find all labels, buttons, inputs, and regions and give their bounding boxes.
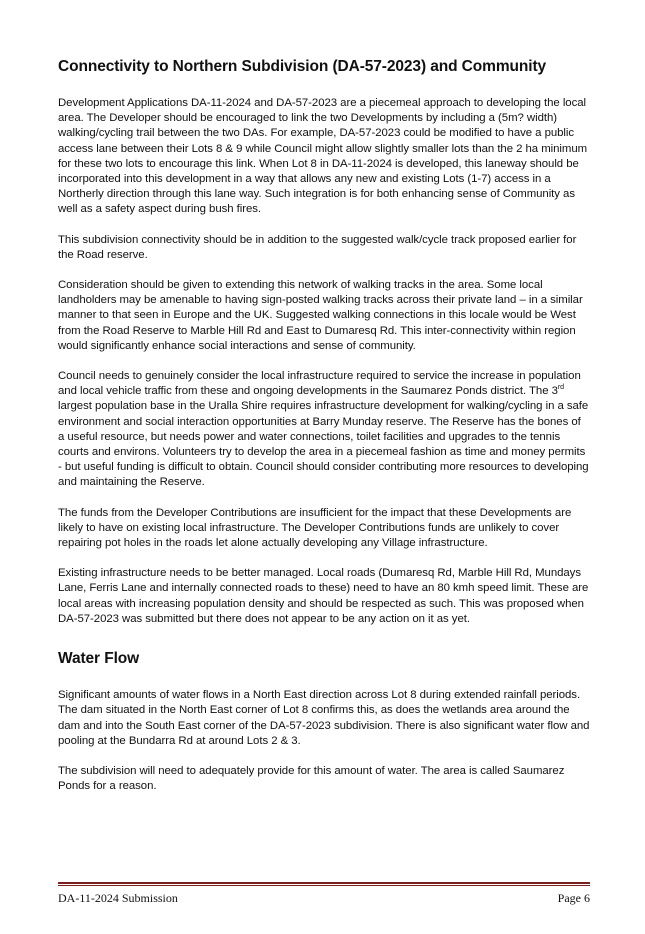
paragraph-local-infrastructure bbox=[58, 369, 590, 491]
infrastructure-text-start: Council needs to genuinely consider the local infrastructure required to service the increase in population and local vehicle traffic from these and ongoing developments in the Saumarez Ponds district. The 3 bbox=[58, 370, 581, 398]
section-heading-connectivity: Connectivity to Northern Subdivision (DA-57-2023) and Community bbox=[58, 58, 547, 75]
paragraph-development-applications: Development Applications DA-11-2024 and DA-57-2023 are a piecemeal approach to developing the local area. The Developer should be encouraged to link the two Developments by including a (5m? width) walking/cycling trail between the two DAs. For example, DA-57-2023 could be modified to have a public access lane between their Lots 8 & 9 while Council might allow slightly smaller lots than the 2 ha minimum for these two lots to encourage this link. When Lot 8 in DA-11-2024 is developed, this laneway should be incorporated into this development in a way that allows any new and existing Lots (1-7) access in a Northerly direction through this lane way. Such integration is for both enhancing sense of Community as well as a safety aspect during bush fires. bbox=[58, 97, 588, 216]
paragraph-developer-contributions: The funds from the Developer Contributions are insufficient for the impact that these Developments are likely to have on existing local infrastructure. The Developer Contributions funds are unlikely to cover repairing pot holes in the roads let alone actually developing any Village infrastructure. bbox=[58, 506, 572, 550]
infrastructure-text-end: largest population base in the Uralla Shire requires infrastructure development for walking/cycling in a safe environment and social interaction opportunities at Barry Munday reserve. The Reserve has the bones of a useful resource, but needs power and water connections, toilet facilities and upgrades to the tennis courts and environs. Volunteers try to develop the area in a piecemeal fashion as time and money permits - but useful funding is difficult to obtain. Council should consider contributing more resources to developing and maintaining the Reserve. bbox=[58, 400, 589, 489]
page-footer bbox=[58, 891, 590, 906]
paragraph-existing-infrastructure: Existing infrastructure needs to be better managed. Local roads (Dumaresq Rd, Marble Hill Rd, Mundays Lane, Ferris Lane and internally connected roads to these) need to have an 80 kmh speed limit. These are local areas with increasing population density and should be respected as such. This was proposed when DA-57-2023 was submitted but there does not appear to be any action on it as yet. bbox=[58, 567, 589, 625]
footer-divider bbox=[58, 882, 590, 886]
section-heading-water-flow: Water Flow bbox=[58, 650, 140, 668]
paragraph-subdivision-connectivity: This subdivision connectivity should be in addition to the suggested walk/cycle track proposed earlier for the Road reserve. bbox=[58, 233, 577, 261]
paragraph-water-provision: The subdivision will need to adequately provide for this amount of water. The area is called Saumarez Ponds for a reason. bbox=[58, 764, 565, 793]
document-page bbox=[58, 58, 590, 809]
ordinal-suffix: rd bbox=[557, 384, 565, 392]
footer-document-title: DA-11-2024 Submission bbox=[58, 891, 178, 905]
paragraph-water-flows: Significant amounts of water flows in a North East direction across Lot 8 during extended rainfall periods. The dam situated in the North East corner of Lot 8 confirms this, as does the wetlands area around the dam and into the South East corner of the DA-57-2023 subdivision. There is also significant water flow and pooling at the Bundarra Rd at around Lots 2 & 3. bbox=[58, 689, 590, 747]
paragraph-walking-tracks: Consideration should be given to extending this network of walking tracks in the area. Some local landholders may be amenable to having sign-posted walking tracks across their private land – in a similar manner to that seen in Europe and the UK. Suggested walking connections in this locale would be West from the Road Reserve to Marble Hill Rd and East to Dumaresq Rd. This inter-connectivity within region would significantly enhance social interactions and sense of community. bbox=[58, 279, 583, 352]
footer-page-number: Page 6 bbox=[557, 891, 590, 905]
